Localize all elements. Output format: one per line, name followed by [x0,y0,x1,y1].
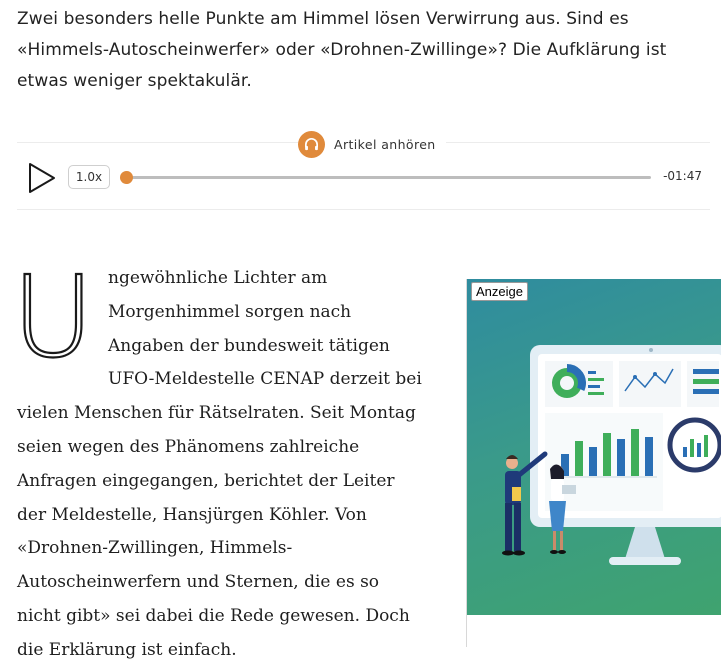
progress-track[interactable] [127,176,651,179]
article-lead: Zwei besonders helle Punkte am Himmel lösen Verwirrung aus. Sind es «Himmels-Autoscheinwerfer» oder «Drohnen-Zwillinge»? Die Aufklärung ist etwas weniger spektakulär. [17,9,667,91]
audio-player [17,136,710,210]
listen-article-label: Artikel anhören [334,136,436,152]
progress-handle[interactable] [120,171,133,184]
playback-speed-button[interactable]: 1.0x [68,165,110,189]
article-text: ngewöhnliche Lichter am Morgenhimmel sorgen nach Angaben der bundesweit tätigen UFO-Meldestelle CENAP derzeit bei vielen Menschen für Rätselraten. Seit Montag seien wegen des Phänomens zahlreiche Anfragen eingegangen, berichtet der Leiter der Meldestelle, Hansjürgen Köhler. Von «Drohnen-Zwillingen, Himmels-Autoscheinwerfern und Sternen, die es so nicht gibt» sei dabei die Rede gewesen. Doch die Erklärung ist einfach. [17,268,422,660]
svg-text:U: U [12,253,94,383]
remaining-time: -01:47 [663,169,702,183]
headphones-icon [298,131,325,158]
ad-image[interactable] [467,279,721,615]
play-icon[interactable] [27,161,57,195]
dropcap-letter [12,253,108,383]
advertisement[interactable] [466,279,720,647]
article-body [12,253,422,668]
ad-label: Anzeige [471,282,528,301]
listen-article-button[interactable] [298,129,446,159]
